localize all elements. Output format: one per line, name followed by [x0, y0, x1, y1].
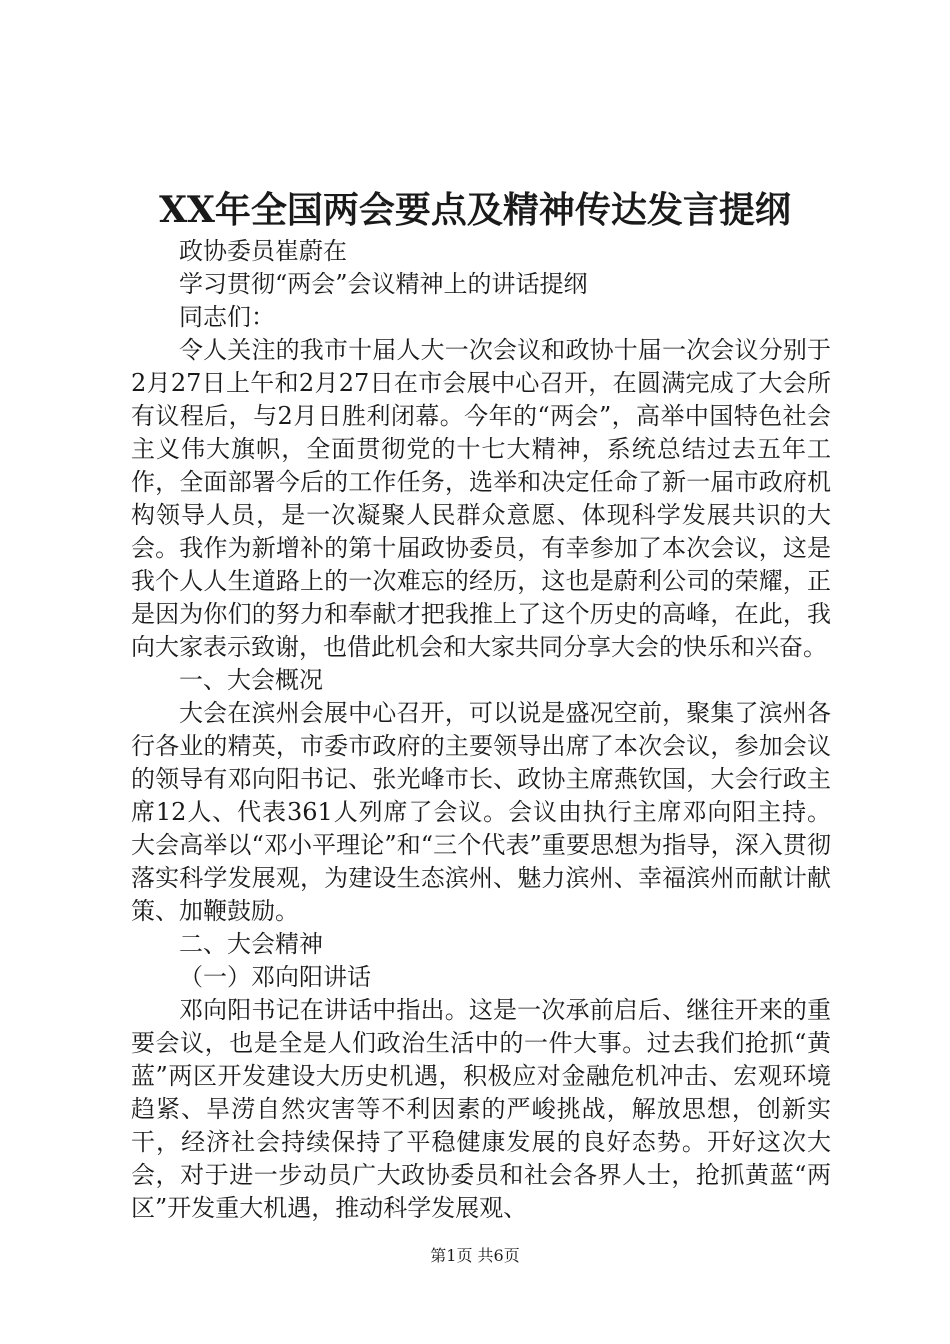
- section-heading-spirit: 二、大会精神: [179, 930, 323, 958]
- document-body: [131, 235, 831, 1225]
- speaker-line: 政协委员崔蔚在: [179, 237, 347, 265]
- salutation: 同志们：: [179, 303, 275, 331]
- overview-paragraph: 大会在滨州会展中心召开，可以说是盛况空前，聚集了滨州各行各业的精英，市委市政府的主要领导出席了本次会议，参加会议的领导有邓向阳书记、张光峰市长、政协主席燕钦国，大会行政主席12人、代表361人列席了会议。会议由执行主席邓向阳主持。大会高举以“邓小平理论”和“三个代表”重要思想为指导，深入贯彻落实科学发展观，为建设生态滨州、魅力滨州、幸福滨州而献计献策、加鞭鼓励。: [131, 699, 831, 925]
- document-title: XX年全国两会要点及精神传达发言提纲: [159, 189, 791, 231]
- intro-paragraph: 令人关注的我市十届人大一次会议和政协十届一次会议分别于2月27日上午和2月27日在市会展中心召开，在圆满完成了大会所有议程后，与2月日胜利闭幕。今年的“两会”，高举中国特色社会主义伟大旗帜，全面贯彻党的十七大精神，系统总结过去五年工作，全面部署今后的工作任务，选举和决定任命了新一届市政府机构领导人员，是一次凝聚人民群众意愿、体现科学发展共识的大会。我作为新增补的第十届政协委员，有幸参加了本次会议，这是我个人人生道路上的一次难忘的经历，这也是蔚利公司的荣耀，正是因为你们的努力和奉献才把我推上了这个历史的高峰，在此，我向大家表示致谢，也借此机会和大家共同分享大会的快乐和兴奋。: [131, 336, 831, 661]
- speech-subtitle: 学习贯彻“两会”会议精神上的讲话提纲: [179, 270, 588, 298]
- section-heading-overview: 一、大会概况: [179, 666, 323, 694]
- speech-paragraph: 邓向阳书记在讲话中指出。这是一次承前启后、继往开来的重要会议，也是全是人们政治生活中的一件大事。过去我们抢抓“黄蓝”两区开发建设大历史机遇，积极应对金融危机冲击、宏观环境趋紧、旱涝自然灾害等不利因素的严峻挑战，解放思想，创新实干，经济社会持续保持了平稳健康发展的良好态势。开好这次大会，对于进一步动员广大政协委员和社会各界人士，抢抓黄蓝“两区”开发重大机遇，推动科学发展观、: [131, 996, 831, 1222]
- subsection-heading-speech: （一）邓向阳讲话: [179, 963, 371, 991]
- page-footer: 第1页 共6页: [430, 1246, 520, 1265]
